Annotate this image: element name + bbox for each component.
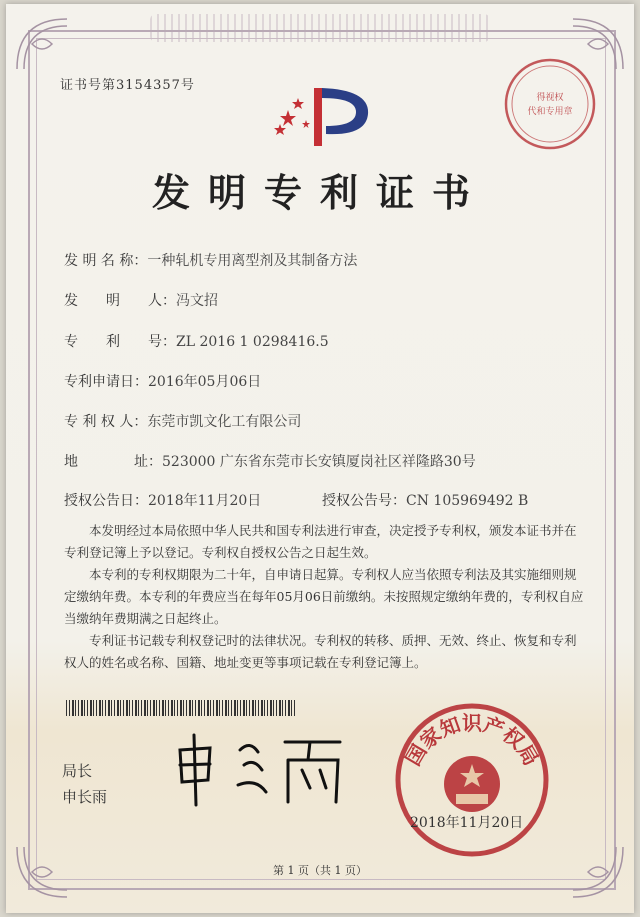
grant-number-value: CN 105969492 B [406,493,529,509]
corner-ornament-icon [12,14,72,74]
inventor-label: 发 明 人： [64,293,176,309]
body-paragraph-1: 本发明经过本局依照中华人民共和国专利法进行审查，决定授予专利权，颁发本证书并在专利登记簿上予以登记。专利权自授权公告之日起生效。 [64,523,577,560]
address-label: 地 址： [64,454,162,470]
invention-name-value: 一种轧机专用离型剂及其制备方法 [147,253,358,269]
official-seal [392,700,552,860]
certificate-body [64,520,584,674]
invention-name-row [64,250,357,270]
patentee-value: 东莞市凯文化工有限公司 [147,414,302,430]
seal-date: 2018年11月20日 [410,815,524,831]
page-number: 第 1 页（共 1 页） [273,864,367,877]
inventor-row [64,290,218,310]
certificate-number: 证书号第3154357号 [60,78,195,93]
handwritten-signature [170,730,350,810]
invention-name-label: 发 明 名 称： [64,253,148,269]
patent-number-row [64,331,329,351]
filing-date-row [64,371,261,391]
inventor-value: 冯文招 [176,293,218,309]
director-name: 申长雨 [62,788,108,806]
body-paragraph-3: 专利证书记载专利权登记时的法律状况。专利权的转移、质押、无效、终止、恢复和专利权人的姓名或名称、国籍、地址变更等事项记载在专利登记簿上。 [64,633,577,670]
director-title: 局长 [62,762,93,780]
seal-text: 国家知识产权局 [400,711,544,770]
grant-number-row [322,490,528,510]
filing-date-value: 2016年05月06日 [148,374,262,390]
patentee-row [64,411,301,431]
address-row [64,451,476,471]
agency-stamp [500,54,600,154]
patent-office-logo-icon [270,80,380,150]
svg-text:代和专用章: 代和专用章 [527,107,573,117]
filing-date-label: 专利申请日： [64,374,148,390]
barcode-icon [66,700,296,716]
svg-text:得视权: 得视权 [536,93,564,103]
patent-number-label: 专 利 号： [64,334,176,350]
certificate-title: 发明专利证书 [151,170,488,215]
patentee-label: 专 利 权 人： [64,414,148,430]
patent-number-value: ZL 2016 1 0298416.5 [176,334,329,350]
address-value: 523000 广东省东莞市长安镇厦岗社区祥隆路30号 [162,454,476,470]
grant-number-label: 授权公告号： [322,493,406,509]
grant-date-row [64,490,261,510]
grant-date-label: 授权公告日： [64,493,148,509]
body-paragraph-2: 本专利的专利权期限为二十年，自申请日起算。专利权人应当依照专利法及其实施细则规定缴纳年费。本专利的年费应当在每年05月06日前缴纳。未按照规定缴纳年费的，专利权自应当缴纳年费期满之日起终止。 [64,567,584,626]
grant-date-value: 2018年11月20日 [148,493,262,509]
